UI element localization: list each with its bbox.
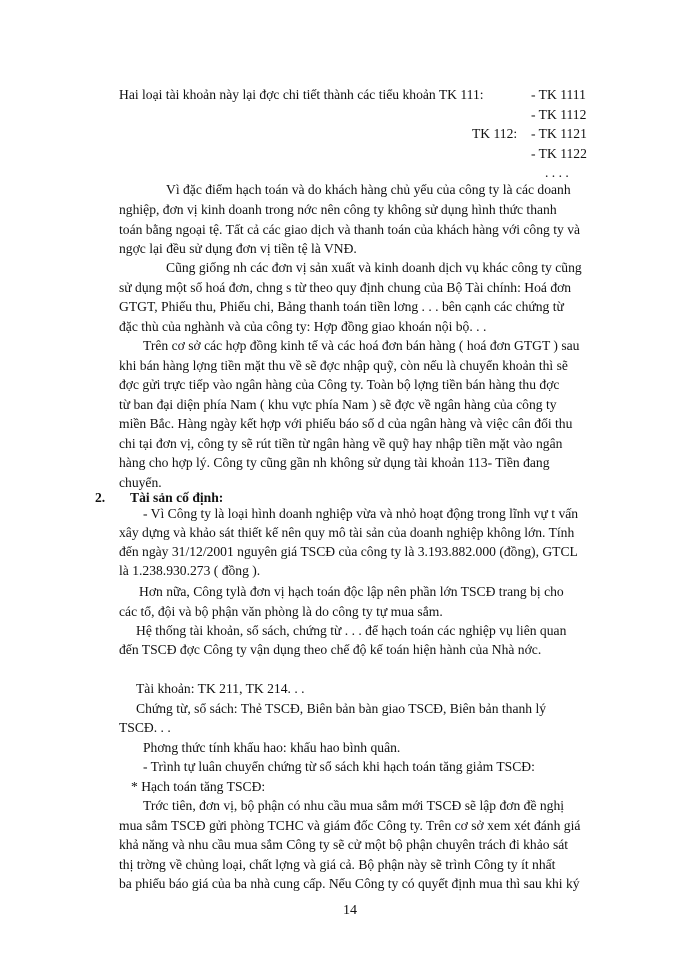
para1-line: ngợc lại đều sử dụng đơn vị tiền tệ là VNĐ. xyxy=(119,241,357,256)
list-item: * Hạch toán tăng TSCĐ: xyxy=(131,779,266,794)
para5-line: Hơn nữa, Công tylà đơn vị hạch toán độc lập nên phần lớn TSCĐ trang bị cho xyxy=(139,584,564,599)
tk-112-label: TK 112: xyxy=(472,126,518,141)
para7-line: khả năng và nhu cầu mua sắm Công ty sẽ cử một bộ phận chuyên trách đi khảo sát xyxy=(119,837,569,852)
para1-line: nghiệp, đơn vị kinh doanh trong nớc nên công ty không sử dụng hình thức thanh xyxy=(119,202,557,217)
para3-line: chi tại đơn vị, công ty sẽ rút tiền từ ngân hàng về quỹ hay nhập tiền mặt vào ngân xyxy=(119,436,563,451)
para2-line: GTGT, Phiếu thu, Phiếu chi, Bảng thanh toán tiền lơng . . . bên cạnh các chứng từ xyxy=(119,299,564,314)
para4-line: đến ngày 31/12/2001 nguyên giá TSCĐ của công ty là 3.193.882.000 (đồng), GTCL xyxy=(119,544,578,559)
para3-line: miền Bắc. Hàng ngày kết hợp với phiếu báo số d của ngân hàng và việc cân đối thu xyxy=(119,416,573,431)
list-item: Tài khoản: TK 211, TK 214. . . xyxy=(136,681,305,696)
section-number: 2. xyxy=(95,490,106,505)
para3-line: chuyển. xyxy=(119,475,162,490)
tk-1112: - TK 1112 xyxy=(531,107,587,122)
para2-line: sử dụng một số hoá đơn, chng s từ theo quy định chung của Bộ Tài chính: Hoá đơn xyxy=(119,280,572,295)
tk-1111: - TK 1111 xyxy=(531,87,586,102)
tk-1122: - TK 1122 xyxy=(531,146,587,161)
para7-line: thị trờng về chủng loại, chất lợng và giá cả. Bộ phận này sẽ trình Công ty ít nhất xyxy=(119,857,556,872)
page-number: 14 xyxy=(343,903,357,918)
para5-line: các tổ, đội và bộ phận văn phòng là do công ty tự mua sắm. xyxy=(119,604,443,619)
para3-line: Trên cơ sở các hợp đồng kinh tế và các hoá đơn bán hàng ( hoá đơn GTGT ) sau xyxy=(143,338,580,353)
para6-line: đến TSCĐ đợc Công ty vận dụng theo chế độ kế toán hiện hành của Nhà nớc. xyxy=(119,642,542,657)
list-item: Chứng từ, sổ sách: Thẻ TSCĐ, Biên bản bàn giao TSCĐ, Biên bản thanh lý xyxy=(136,701,547,716)
tk-intro-line: Hai loại tài khoản này lại đợc chi tiết thành các tiểu khoản TK 111: xyxy=(119,87,484,102)
para1-line: Vì đặc điểm hạch toán và do khách hàng chủ yếu của công ty là các doanh xyxy=(166,182,571,197)
para3-line: khi bán hàng lợng tiền mặt thu về sẽ đợc nhập quỹ, còn nếu là chuyển khoản thì sẽ xyxy=(119,358,568,373)
para1-line: toán bằng ngoại tệ. Tất cả các giao dịch và thanh toán của khách hàng với công ty và xyxy=(119,222,581,237)
para4-line: xây dựng và khảo sát thiết kế nên quy mô tài sản của doanh nghiệp không lớn. Tính xyxy=(119,525,575,540)
tk-ellipsis: . . . . xyxy=(545,165,569,180)
list-item: TSCĐ. . . xyxy=(119,720,171,735)
para7-line: Trớc tiên, đơn vị, bộ phận có nhu cầu mua sắm mới TSCĐ sẽ lập đơn đề nghị xyxy=(143,798,565,813)
para7-line: ba phiếu báo giá của ba nhà cung cấp. Nếu Công ty có quyết định mua thì sau khi ký xyxy=(119,876,580,891)
list-item: - Trình tự luân chuyển chứng từ sổ sách khi hạch toán tăng giảm TSCĐ: xyxy=(143,759,535,774)
para3-line: từ ban đại diện phía Nam ( khu vực phía Nam ) sẽ đợc về ngân hàng của công ty xyxy=(119,397,557,412)
list-item: Phơng thức tính khấu hao: khấu hao bình quân. xyxy=(143,740,401,755)
para3-line: đợc gửi trực tiếp vào ngân hàng của Công ty. Toàn bộ lợng tiền bán hàng thu đợc xyxy=(119,377,560,392)
para2-line: đặc thù của nghành và của công ty: Hợp đồng giao khoán nội bộ. . . xyxy=(119,319,487,334)
para4-line: là 1.238.930.273 ( đồng ). xyxy=(119,563,261,578)
tk-1121: - TK 1121 xyxy=(531,126,587,141)
para4-line: - Vì Công ty là loại hình doanh nghiệp vừa và nhỏ hoạt động trong lĩnh vự t vấn xyxy=(143,506,579,521)
para2-line: Cũng giống nh các đơn vị sản xuất và kinh doanh dịch vụ khác công ty cũng xyxy=(166,260,582,275)
para7-line: mua sắm TSCĐ gửi phòng TCHC và giám đốc Công ty. Trên cơ sở xem xét đánh giá xyxy=(119,818,581,833)
para3-line: hàng cho hợp lý. Công ty cũng gần nh không sử dụng tài khoản 113- Tiền đang xyxy=(119,455,550,470)
section-title: Tài sản cố định: xyxy=(130,490,224,505)
para6-line: Hệ thống tài khoản, sổ sách, chứng từ . . . để hạch toán các nghiệp vụ liên quan xyxy=(136,623,567,638)
